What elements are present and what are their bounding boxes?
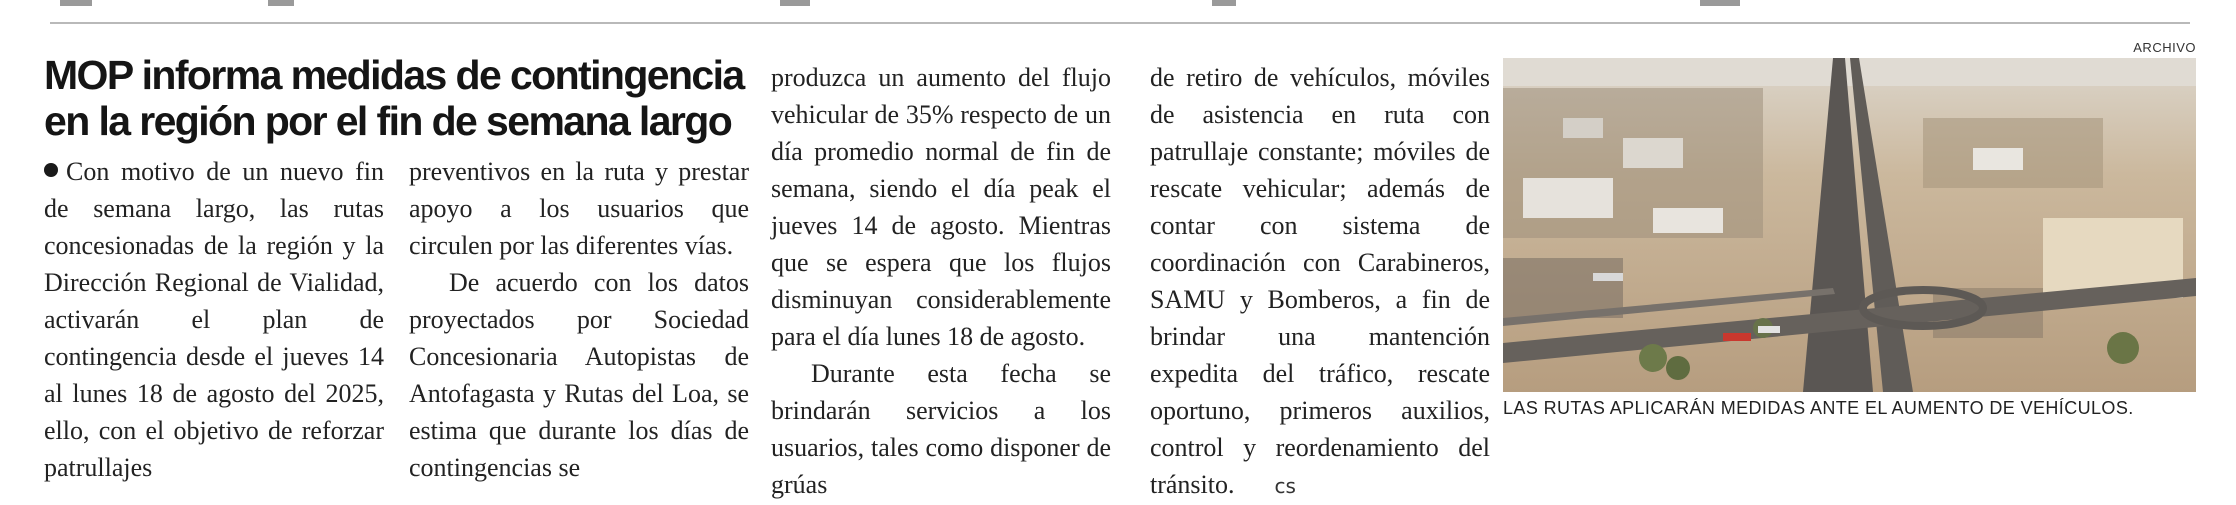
page-edge-mark: [780, 0, 810, 6]
photo-caption: LAS RUTAS APLICARÁN MEDIDAS ANTE EL AUMENTO DE VEHÍCULOS.: [1503, 398, 2134, 418]
truck: [1758, 326, 1780, 333]
top-divider-rule: [50, 22, 2190, 24]
article-paragraph: [1150, 59, 1490, 505]
article-column-4: [1150, 59, 1490, 505]
warehouse-roof: [1623, 138, 1683, 168]
truck: [1723, 333, 1751, 341]
tree: [1666, 356, 1690, 380]
page-edge-mark: [1700, 0, 1740, 6]
truck: [1593, 273, 1623, 281]
article-paragraph: [44, 153, 384, 486]
warehouse-roof: [1973, 148, 2023, 170]
article-paragraph: De acuerdo con los datos proyectados por Sociedad Concesionaria Autopistas de Antofagasta y Rutas del Loa, se estima que durante los días de contingencias se: [409, 268, 749, 482]
warehouse-roof: [1563, 118, 1603, 138]
aerial-road-photo: [1503, 58, 2196, 392]
article-headline: MOP informa medidas de contingencia en la región por el fin de semana largo: [44, 52, 744, 144]
warehouse-roof: [1523, 178, 1613, 218]
article-end-mark: cs: [1274, 474, 1296, 498]
paragraph-text: de retiro de vehículos, móviles de asistencia en ruta con patrullaje constante; móviles de rescate vehicular; además de contar con sistema de coordinación con Carabineros, SAMU y Bomberos, a fin de brindar una mantención expedita del tráfico, rescate oportuno, primeros auxilios, control y reordenamiento del tránsito.: [1150, 63, 1490, 499]
warehouse-roof: [1653, 208, 1723, 233]
photo-credit: ARCHIVO: [2133, 40, 2196, 55]
article-paragraph: produzca un aumento del flujo vehicular de 35% respecto de un día promedio normal de fin de semana, siendo el día peak el jueves 14 de agosto. Mientras que se espera que los flujos disminuyan considerablemente para el día lunes 18 de agosto.: [771, 63, 1111, 351]
hazy-horizon: [1503, 58, 2196, 86]
paragraph-text: Con motivo de un nuevo fin de semana largo, las rutas concesionadas de la región y la Dirección Regional de Vialidad, activarán el plan de contingencia desde el jueves 14 al lunes 18 de agosto del 2025, ello, con el objetivo de reforzar patrullajes: [44, 157, 384, 482]
aerial-road-illustration: [1503, 58, 2196, 392]
article-column-3: [771, 59, 1111, 503]
tree: [2107, 332, 2139, 364]
article-paragraph: Durante esta fecha se brindarán servicios a los usuarios, tales como disponer de grúas: [771, 359, 1111, 499]
tree: [1639, 344, 1667, 372]
page-edge-mark: [60, 0, 92, 6]
bullet-icon: [44, 163, 58, 177]
article-column-2: [409, 153, 749, 486]
page-edge-mark: [1212, 0, 1236, 6]
article-column-1: [44, 153, 384, 486]
page-edge-mark: [268, 0, 294, 6]
article-paragraph: preventivos en la ruta y prestar apoyo a los usuarios que circulen por las diferentes vías.: [409, 157, 749, 260]
